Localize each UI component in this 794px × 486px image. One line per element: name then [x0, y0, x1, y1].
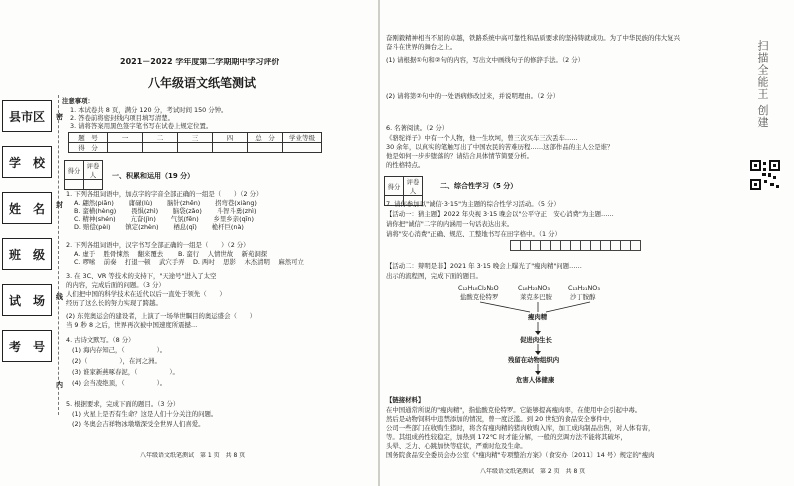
flow-node: 危害人体健康 [516, 376, 555, 384]
binding-mark: 线 [56, 293, 63, 301]
q1-option-text: A. 翩然(piān) [74, 199, 114, 207]
binding-mark: 密 [56, 113, 63, 121]
q3-line: 经历了这么长的努力实现了跨越。 [66, 299, 162, 307]
q2-option-text: 胜骨悚然 [103, 250, 130, 258]
notice-title: 注意事项： [62, 97, 94, 105]
score-cell [283, 143, 322, 153]
q1-option-text: 桅杆巨(nà) [211, 223, 244, 231]
q2-options-row1 [74, 250, 374, 258]
link-line: 公司一些部门在收购生猪时，将含有瘦肉精的猪肉收购入库，加工成肉制品出售，对人体有害， [386, 424, 655, 432]
q1-option-text: 庸碌(lù) [128, 199, 153, 207]
question-b: (2) 请将第②句中的一处语病修改过来，并说明理由。（2 分） [386, 92, 560, 100]
score-cell [143, 143, 178, 153]
scorebox-cell [84, 180, 103, 190]
q3-line: 人们把中国的科学技术在近代以后一直处于领先（ ） [66, 290, 226, 298]
scanner-watermark: 扫描全能王 创建 [756, 40, 769, 129]
notice-3: 3. 请将答案用黑色签字笔书写在试卷上规定位置。 [70, 122, 213, 130]
q6-line: 30 余年，以真实的笔触写出了中国农民的苦难历程……这部作品的主人公是谁？ [386, 143, 614, 151]
activity-one: 【活动一：猜主题】2022 年央视 3·15 晚会以"公平守正 安心消费"为主题…… [386, 210, 614, 218]
side-label-name: 姓 名 [2, 192, 52, 224]
q1-option-text: 乡里乡亲(qīn) [213, 215, 254, 223]
q1-option-b [74, 207, 374, 215]
poem-line: (2)（ ），在河之洲。 [72, 357, 161, 365]
q3-2-line: 当 9 秒 8 之后，世界再次被中国速度所震撼… [66, 321, 198, 329]
q1-option-text: 镇定(zhèn) [125, 223, 159, 231]
q2-option-text: 新苑洞探 [241, 250, 268, 258]
q2-option-text: 翻来覆去 [137, 250, 164, 258]
score-header-cell: 二 [143, 133, 178, 143]
binding-mark: 封 [56, 201, 63, 209]
score-header-cell: 题 号 [69, 133, 108, 143]
question-4: 4. 古诗文默写。（8 分） [66, 336, 135, 344]
q6-line: 《骆驼祥子》中有一个人物，他一生坎坷，曾三次买车三次丢车…… [386, 134, 578, 142]
q1-option-text: B. 蛮横(hèng) [74, 207, 117, 215]
score-row-label: 得 分 [69, 143, 108, 153]
q2-option-text: 思影 [223, 258, 236, 266]
section-two-title: 二、综合性学习（5 分） [440, 182, 518, 190]
chem-formula: C₁₃H₂₁NO₃ [568, 284, 600, 292]
link-line: 等。其组成药性较稳定，加热到 172℃ 时才能分解，一般的烹调方法不能将其破坏， [386, 433, 627, 441]
q1-option-text: 拐弯巷(xiàng) [215, 199, 257, 207]
q1-option-a [74, 199, 374, 207]
chem-formula: C₁₂H₁₈Cl₂N₂O [458, 284, 499, 292]
flow-node: 促进肉生长 [520, 336, 552, 344]
q2-option-text: 木杰清明 [244, 258, 270, 266]
activity-two: 【活动二：辩明是非】2021 年 3·15 晚会上曝光了"瘦肉精"问题…… [386, 262, 582, 270]
score-cell [108, 143, 143, 153]
q1-option-text: 畏惧(zhì) [131, 207, 159, 215]
score-header-cell: 总 分 [248, 133, 283, 143]
side-label-exam-number: 考 号 [2, 330, 52, 362]
question-3: 3. 在 3C、VR 等技术的支持下，"天途号"进入了太空 [66, 272, 217, 280]
q2-option-text: D. 两吋 [192, 258, 215, 266]
notice-2: 2. 答卷前将密封线内项目填写清楚。 [70, 114, 174, 122]
activity-one-line: 请将"安心消费"正确、规范、工整地书写在田字格中。（1 分） [386, 230, 561, 238]
question-6: 6. 名著阅读。（2 分） [386, 124, 449, 132]
q2-option-text: C. 啰嗦 [74, 258, 96, 266]
score-header-cell: 四 [213, 133, 248, 143]
question-2: 2. 下列各组词语中，汉字书写全部正确的一组是（ ）（2 分） [66, 241, 250, 249]
q2-options-row2 [74, 258, 374, 266]
q2-option-text: 麻然可立 [278, 258, 304, 266]
q2-option-text: A. 虚于 [74, 250, 96, 258]
flow-node: 瘦肉精 [528, 313, 548, 321]
page-title: 八年级语文纸笔测试 [148, 76, 257, 90]
question-3-2: (2) 东莞奥运会的建设者，上演了一场举世瞩目的奥运盛会（ ） [66, 312, 257, 320]
q6-line: 他是如何一步步堕落的？请结合具体情节简要分析。 [386, 152, 533, 160]
qr-code-icon [750, 160, 780, 190]
q2-option-text: 前奏 [103, 258, 117, 266]
poem-line: (4) 会当凌绝顶，（ ）。 [72, 379, 167, 387]
side-label-county: 县市区 [2, 100, 52, 132]
score-header-cell: 一 [108, 133, 143, 143]
q6-line: 的性格特点。 [386, 161, 425, 169]
score-table [68, 132, 322, 153]
link-title: 【链接材料】 [386, 396, 425, 404]
q1-option-text: 脑针(zhēn) [167, 199, 201, 207]
chem-label: 盐酸克伦特罗 [460, 293, 499, 301]
scorebox-cell [65, 180, 84, 190]
score-cell [248, 143, 283, 153]
question-5: 5. 根据要求，完成下面的题目。（3 分） [66, 400, 180, 408]
binding-mark: 内 [56, 381, 63, 389]
q1-option-d [74, 223, 374, 231]
q1-option-text: C. 精神(shén) [74, 215, 116, 223]
q1-option-text: 脑袋(zǎo) [172, 207, 202, 215]
scorebox-label: 评卷人 [84, 161, 103, 180]
q5-line: (2) 冬奥会吉祥物冰墩墩深受全世界人们喜爱。 [72, 420, 205, 428]
q1-option-text: 气氛(fēn) [170, 215, 199, 223]
q1-option-c [74, 215, 374, 223]
q1-option-text: 亢奋(jìn) [130, 215, 156, 223]
link-line: 头晕、乏力、心跳加快等症状，严重时危及生命。 [386, 442, 527, 450]
score-header-cell: 学业等级 [283, 133, 322, 143]
side-label-school: 学 校 [2, 146, 52, 178]
chem-label: 沙丁胺醇 [570, 293, 596, 301]
side-label-exam-room: 试 场 [2, 284, 52, 316]
binding-line [58, 95, 60, 415]
flow-node: 残留在动物组织内 [508, 356, 560, 364]
question-7: 7. 请你参加以"诚信·3·15"为主题的综合性学习活动。（5 分） [386, 200, 560, 208]
poem-line: (3) 谁家新燕啄春泥，（ ）。 [72, 368, 179, 376]
q2-option-text: 人情世故 [207, 250, 234, 258]
q2-option-text: 打退一顿 [124, 258, 151, 266]
section-one-scorebox [64, 160, 103, 190]
scorebox-label: 得分 [385, 177, 404, 196]
score-cell [178, 143, 213, 153]
activity-one-line: 请你把"诚信"二字的内涵用一句话表达出来。 [386, 220, 514, 228]
question-1: 1. 下列各组词语中，加点字的字音全部正确的一组是（ ）（2 分） [66, 190, 263, 198]
q1-option-text: 斗智斗勇(zhì) [216, 207, 257, 215]
chem-label: 莱克多巴胺 [520, 293, 552, 301]
scorebox-label: 得分 [65, 161, 84, 180]
passage-line: 奋刚毅精神相当不屈的卓越，铁路系统中高可靠性和品质要求的坚持铸就成功。为了中华民族的伟大复兴 [386, 34, 680, 42]
q2-option-text: B. 蛮行 [177, 250, 200, 258]
chem-formula: C₁₈H₂₃NO₃ [518, 284, 550, 292]
poem-line: (1) 海内存知己，（ ）。 [72, 346, 167, 354]
q2-option-text: 武穴手弄 [158, 258, 185, 266]
left-exam-page [0, 0, 378, 486]
section-one-title: 一、积累和运用（19 分） [112, 172, 195, 180]
passage-line: 奋斗在世界的舞台之上。 [386, 43, 457, 51]
activity-two-line: 出示的流程图，完成下面的题目。 [386, 272, 482, 280]
link-line: 在中国通常所说的"瘦肉精"，指盐酸克伦特罗。它能够提高瘦肉率，在使用中会引起中毒。 [386, 406, 642, 414]
link-line: 然后是动物饲料中违禁添加的情况，曾一度泛滥。到 20 世纪的食品安全事件中， [386, 415, 616, 423]
side-label-class: 班 级 [2, 238, 52, 270]
q5-line: (1) 火星上是否有生命？这是人们十分关注的问题。 [72, 410, 218, 418]
link-line: 国务院食品安全委员会办公室《"瘦肉精"专项整治方案》（食安办〔2011〕14 号）规定的"瘦肉 [386, 451, 655, 459]
q1-option-text: D. 赔偿(pèi) [74, 223, 111, 231]
page-footer: 八年级语文纸笔测试 第 1 页 共 8 页 [140, 452, 246, 459]
q1-option-text: 栖息(qī) [173, 223, 197, 231]
q3-line: 的内容，完成后面的问题。（3 分） [66, 281, 165, 289]
page-footer: 八年级语文纸笔测试 第 2 页 共 8 页 [480, 468, 586, 475]
score-header-cell: 三 [178, 133, 213, 143]
header-year: 2021－2022 学年度第二学期期中学习评价 [120, 58, 280, 66]
notice-1: 1. 本试卷共 8 页，满分 120 分，考试时间 150 分钟。 [70, 106, 228, 114]
score-cell [213, 143, 248, 153]
scorebox-label: 评卷人 [404, 177, 423, 196]
right-exam-page [380, 0, 794, 486]
question-a: (1) 请根据①句和②句的内容，写出文中画线句子的修辞手法。（2 分） [386, 56, 584, 64]
